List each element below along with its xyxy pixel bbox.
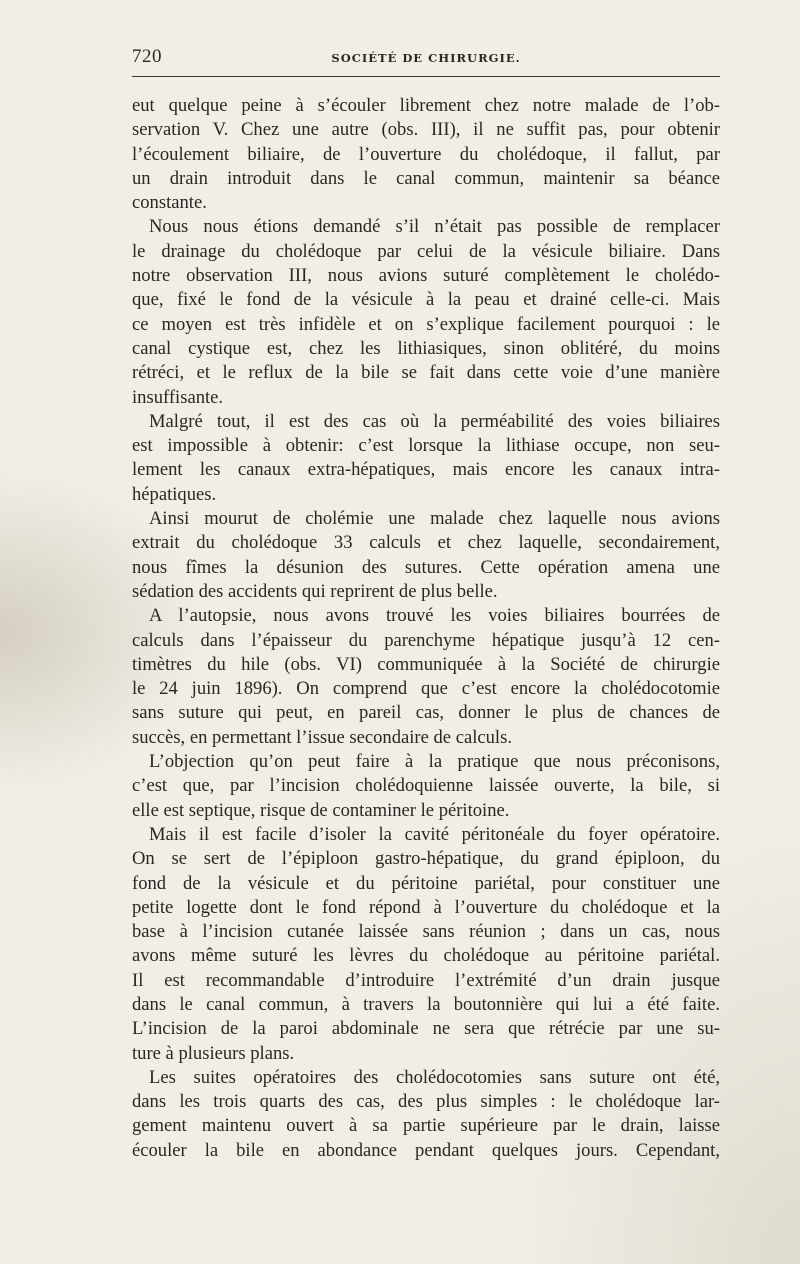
text-line: notre observation III, nous avions suturé complètement le cholédo- xyxy=(132,265,720,287)
text-line: On se sert de l’épiploon gastro-hépatique, du grand épiploon, du xyxy=(132,848,720,870)
paragraph xyxy=(132,604,720,750)
text-line: A l’autopsie, nous avons trouvé les voies biliaires bourrées de xyxy=(149,605,720,627)
paragraph xyxy=(132,507,720,604)
text-line: sédation des accidents qui reprirent de plus belle. xyxy=(132,580,498,602)
text-line: Mais il est facile d’isoler la cavité péritonéale du foyer opératoire. xyxy=(149,823,720,845)
paragraph xyxy=(132,215,720,409)
text-line: le 24 juin 1896). On comprend que c’est encore la cholédocotomie xyxy=(132,678,720,700)
paragraph xyxy=(132,1066,720,1163)
text-line: insuffisante. xyxy=(132,386,224,408)
text-line: dans le canal commun, à travers la boutonnière qui lui a été faite. xyxy=(132,993,720,1015)
text-line: Ainsi mourut de cholémie une malade chez laquelle nous avions xyxy=(149,508,720,530)
text-line: Malgré tout, il est des cas où la perméabilité des voies biliaires xyxy=(149,410,720,432)
text-line: servation V. Chez une autre (obs. III), il ne suffit pas, pour obtenir xyxy=(132,119,720,141)
running-head xyxy=(132,46,720,70)
text-line: un drain introduit dans le canal commun, maintenir sa béance xyxy=(132,167,720,189)
text-line: eut quelque peine à s’écouler librement chez notre malade de l’ob- xyxy=(132,95,720,116)
text-line: dans les trois quarts des cas, des plus simples : le cholédoque lar- xyxy=(132,1091,720,1113)
text-line: écouler la bile en abondance pendant quelques jours. Cependant, xyxy=(132,1139,720,1161)
text-line: constante. xyxy=(132,192,207,214)
text-line: elle est septique, risque de contaminer le péritoine. xyxy=(132,799,510,821)
paragraph xyxy=(132,94,720,215)
text-line: est impossible à obtenir: c’est lorsque la lithiase occupe, non seu- xyxy=(132,435,720,457)
text-line: Il est recommandable d’introduire l’extrémité d’un drain jusque xyxy=(132,969,720,991)
header-rule xyxy=(132,76,720,77)
paragraph xyxy=(132,750,720,823)
text-line: rétréci, et le reflux de la bile se fait dans cette voie d’une manière xyxy=(132,362,720,384)
journal-title: SOCIÉTÉ DE CHIRURGIE. xyxy=(331,51,521,65)
text-line: le drainage du cholédoque par celui de la vésicule biliaire. Dans xyxy=(132,240,720,262)
text-line: avons même suturé les lèvres du cholédoque au péritoine pariétal. xyxy=(132,945,720,967)
text-line: petite logette dont le fond répond à l’ouverture du cholédoque et la xyxy=(132,896,720,918)
text-line: ce moyen est très infidèle et on s’explique facilement pourquoi : le xyxy=(132,313,720,335)
body-text xyxy=(132,94,720,1163)
text-line: ture à plusieurs plans. xyxy=(132,1042,295,1064)
text-line: Les suites opératoires des cholédocotomies sans suture ont été, xyxy=(149,1066,720,1088)
paragraph xyxy=(132,823,720,1066)
text-line: fond de la vésicule et du péritoine pariétal, pour constituer une xyxy=(132,872,720,894)
text-line: Nous nous étions demandé s’il n’était pas possible de remplacer xyxy=(149,216,720,238)
text-line: extrait du cholédoque 33 calculs et chez laquelle, secondairement, xyxy=(132,532,720,554)
text-line: sans suture qui peut, en pareil cas, donner le plus de chances de xyxy=(132,702,720,724)
text-line: calculs dans l’épaisseur du parenchyme hépatique jusqu’à 12 cen- xyxy=(132,629,720,651)
text-line: L’objection qu’on peut faire à la pratique que nous préconisons, xyxy=(149,751,720,773)
text-line: succès, en permettant l’issue secondaire de calculs. xyxy=(132,726,512,748)
text-line: l’écoulement biliaire, de l’ouverture du cholédoque, il fallut, par xyxy=(132,143,720,165)
text-line: gement maintenu ouvert à sa partie supérieure par le drain, laisse xyxy=(132,1115,720,1137)
text-line: L’incision de la paroi abdominale ne sera que rétrécie par une su- xyxy=(132,1018,720,1040)
paragraph xyxy=(132,410,720,507)
page-number: 720 xyxy=(132,46,162,67)
text-line: lement les canaux extra-hépatiques, mais encore les canaux intra- xyxy=(132,459,720,481)
text-line: canal cystique est, chez les lithiasiques, sinon oblitéré, du moins xyxy=(132,337,720,359)
text-line: hépatiques. xyxy=(132,483,217,505)
text-line: base à l’incision cutanée laissée sans réunion ; dans un cas, nous xyxy=(132,921,720,943)
text-line: que, fixé le fond de la vésicule à la peau et drainé celle-ci. Mais xyxy=(132,289,720,311)
text-line: timètres du hile (obs. VI) communiquée à la Société de chirurgie xyxy=(132,653,720,675)
text-line: nous fîmes la désunion des sutures. Cette opération amena une xyxy=(132,556,720,578)
text-line: c’est que, par l’incision cholédoquienne laissée ouverte, la bile, si xyxy=(132,775,720,797)
